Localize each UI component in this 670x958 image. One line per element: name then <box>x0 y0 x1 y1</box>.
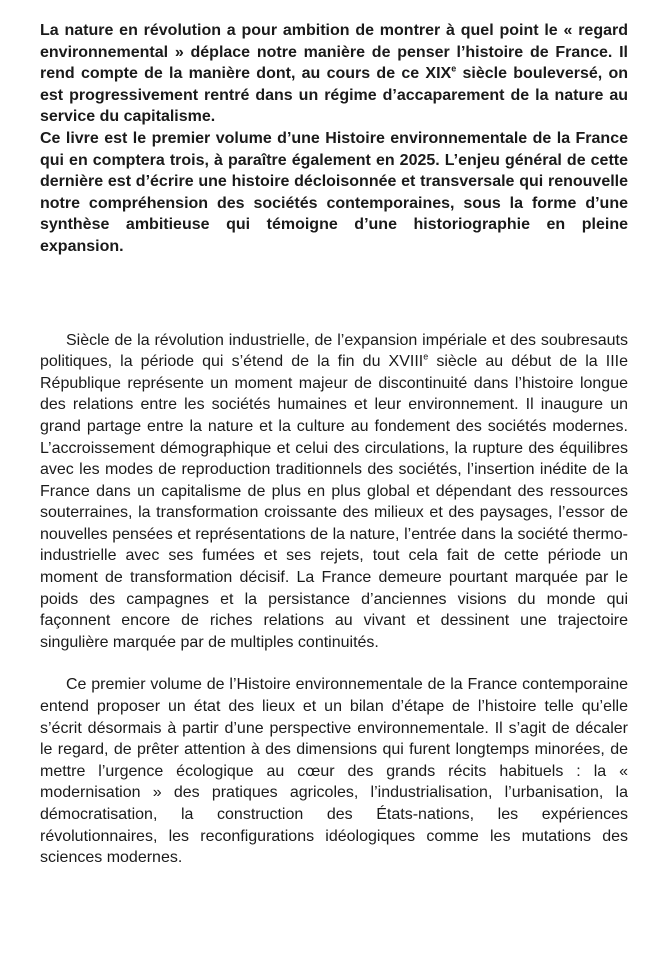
section-spacer <box>40 258 628 330</box>
intro-p1-text-b: siècle bouleversé, on est progressivement rentré dans un régime d’accaparement de la nature au service du capitalisme. <box>40 65 629 126</box>
intro-p1-text-a: La nature en révolution a pour ambition de montrer à quel point le « regard environnemental » déplace notre manière de penser l’histoire de France. Il rend compte de la manière dont, au cours de ce XIX <box>40 22 628 83</box>
intro-paragraph-2: Ce livre est le premier volume d’une Histoire environnementale de la France qui en comptera trois, à paraître également en 2025. L’enjeu général de cette dernière est d’écrire une histoire décloisonnée et transversale qui renouvelle notre compréhension des sociétés contemporaines, sous la forme d’une synthèse ambitieuse qui témoigne d’une historiographie en pleine expansion. <box>40 129 628 255</box>
intro-paragraph-1 <box>40 20 628 128</box>
body-paragraph-1 <box>40 330 628 654</box>
body-p1-superscript: e <box>423 351 429 362</box>
intro-p1-superscript: e <box>451 63 457 74</box>
book-back-cover-text <box>40 20 628 869</box>
body-p1-text-a: Siècle de la révolution industrielle, de l’expansion impériale et des soubresauts politiques, la période qui s’étend de la fin du XVIII <box>40 331 628 371</box>
body-paragraph-2: Ce premier volume de l’Histoire environnementale de la France contemporaine entend proposer un état des lieux et un bilan d’étape de l’histoire telle qu’elle s’écrit désormais à partir d’une perspective environnementale. Il s’agit de décaler le regard, de prêter attention à des dimensions qui furent longtemps minorées, de mettre l’urgence écologique au cœur des grands récits habituels : la « modernisation » des pratiques agricoles, l’industrialisation, l’urbanisation, la démocratisation, la construction des États-nations, les expériences révolutionnaires, les reconfigurations idéologiques comme les mutations des sciences modernes. <box>40 676 628 867</box>
body-p1-text-b: siècle au début de la IIIe République représente un moment majeur de discontinuité dans l’histoire longue des relations entre les sociétés humaines et leur environnement. Il inaugure un grand partage entre la nature et la culture au fondement des sociétés modernes. L’accroissement démographique et celui des circulations, la rupture des équilibres avec les modes de reproduction traditionnels des sociétés, l’insertion inédite de la France dans un capitalisme de plus en plus global et dépendant des ressources souterraines, la transformation croissante des milieux et des paysages, l’essor de nouvelles pensées et représentations de la nature, l’entrée dans la société thermo-industrielle avec ses fumées et ses rejets, tout cela fait de cette période un moment de transformation décisif. La France demeure pourtant marquée par le poids des campagnes et la persistance d’anciennes visions du monde qui façonnent encore de riches relations au vivant et dessinent une trajectoire singulière marquée par de multiples continuités. <box>40 353 628 651</box>
